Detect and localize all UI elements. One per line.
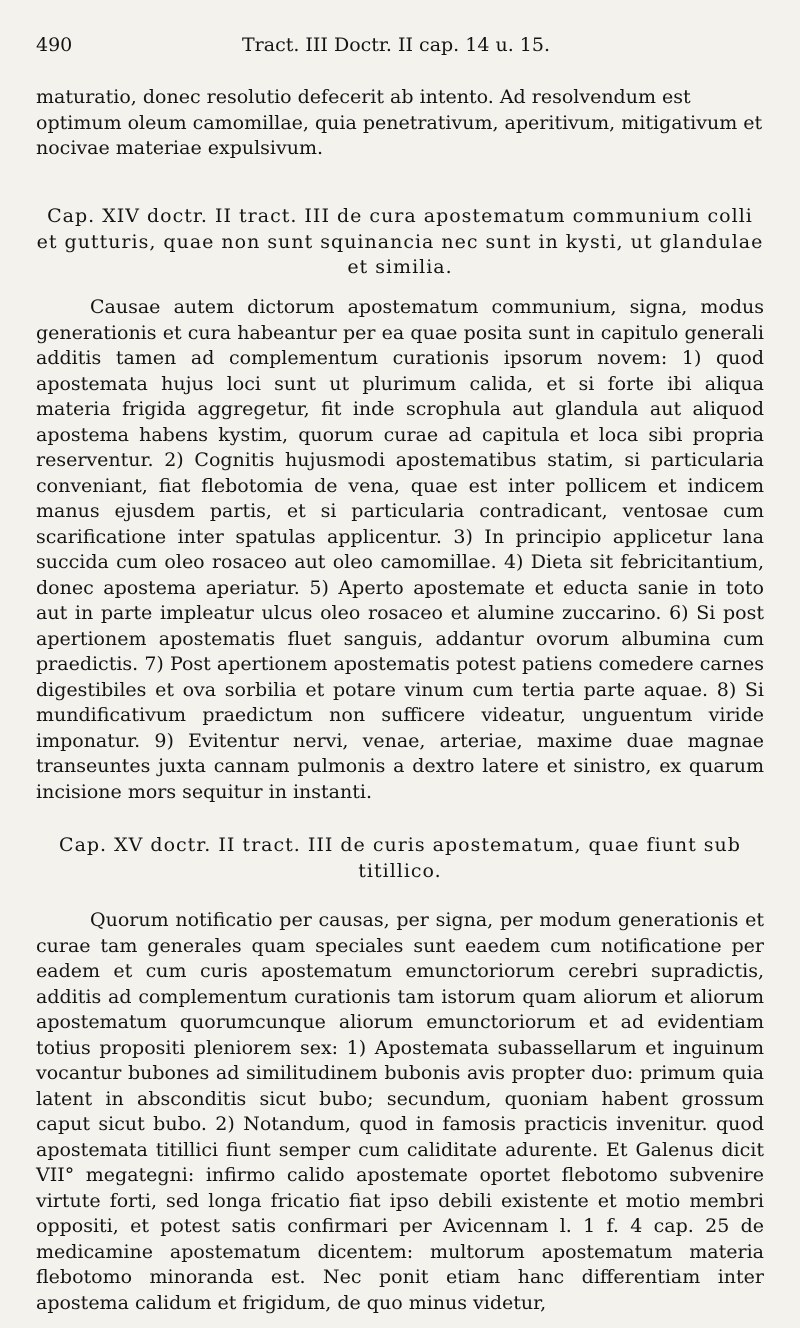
chapter-15-heading: Cap. XV doctr. II tract. III de curis apostematum, quae fiunt sub titillico. — [59, 834, 741, 882]
running-head: Tract. III Doctr. II cap. 14 u. 15. — [241, 34, 551, 56]
page-number: 490 — [36, 34, 73, 56]
chapter-14-body: Causae autem dictorum apostematum communium, signa, modus generationis et cura habeantur per ea quae posita sunt in capitulo generali additis tamen ad complementum curationis ipsorum novem: 1) quod apostemata hujus loci sunt ut plurimum calida, et si forte ibi aliqua materia frigida aggregetur, fit inde scrophula aut glandula aut aliquod apostema habens kystim, quorum curae ad capitula et loca sibi propria reserventur. 2) Cognitis hujusmodi apostematibus statim, si particularia conveniant, fiat flebotomia de vena, quae est inter pollicem et indicem manus ejusdem partis, et si particularia contradicant, ventosae cum scarificatione inter spatulas applicentur. 3) In principio applicetur lana succida cum oleo rosaceo aut oleo camomillae. 4) Dieta sit febricitantium, donec apostema aperiatur. 5) Aperto apostemate et educta sanie in toto aut in parte impleatur ulcus oleo rosaceo et alumine zuccarino. 6) Si post apertionem apostematis fluet sanguis, addantur ovorum albumina cum praedictis. 7) Post apertionem apostematis potest patiens comedere carnes digestibiles et ova sorbilia et potare vinum cum tertia parte aquae. 8) Si mundificativum praedictum non sufficere videatur, unguentum viride imponatur. 9) Evitentur nervi, venae, arteriae, maxime duae magnae transeuntes juxta cannam pulmonis a dextro latere et sinistro, ex quarum incisione mors sequitur in instanti. — [36, 296, 764, 803]
intro-paragraph: maturatio, donec resolutio defecerit ab intento. Ad resolvendum est optimum oleum camomillae, quia penetrativum, aperitivum, mitigativum et nocivae materiae expulsivum. — [36, 86, 763, 159]
chapter-14-heading: Cap. XIV doctr. II tract. III de cura apostematum communium colli et gutturis, quae non sunt squinancia nec sunt in kysti, ut glandulae et similia. — [36, 205, 764, 278]
chapter-15-body: Quorum notificatio per causas, per signa, per modum generationis et curae tam generales quam speciales sunt eaedem cum notificatione per eadem et cum curis apostematum emunctoriorum cerebri supradictis, additis ad complementum curationis tam istorum quam aliorum et aliorum apostematum quorumcunque aliorum emunctoriorum et ad evidentiam totius propositi pleniorem sex: 1) Apostemata subassellarum et inguinum vocantur bubones ad similitudinem bubonis avis propter duo: primum quia latent in absconditis sicut bubo; secundum, quoniam habent grossum caput sicut bubo. 2) Notandum, quod in famosis practicis invenitur. quod apostemata titillici fiunt semper cum caliditate adurente. Et Galenus dicit VII° megategni: infirmo calido apostemate oportet flebotomo subvenire virtute forti, sed longa fricatio fiat ipso debili existente et motio membri oppositi, et potest satis confirmari per Avicennam l. 1 f. 4 cap. 25 de medicamine apostematum dicentem: multorum apostematum materia flebotomo minoranda est. Nec ponit etiam hanc differentiam inter apostema calidum et frigidum, de quo minus videtur, — [36, 909, 764, 1314]
page-header — [36, 34, 756, 62]
